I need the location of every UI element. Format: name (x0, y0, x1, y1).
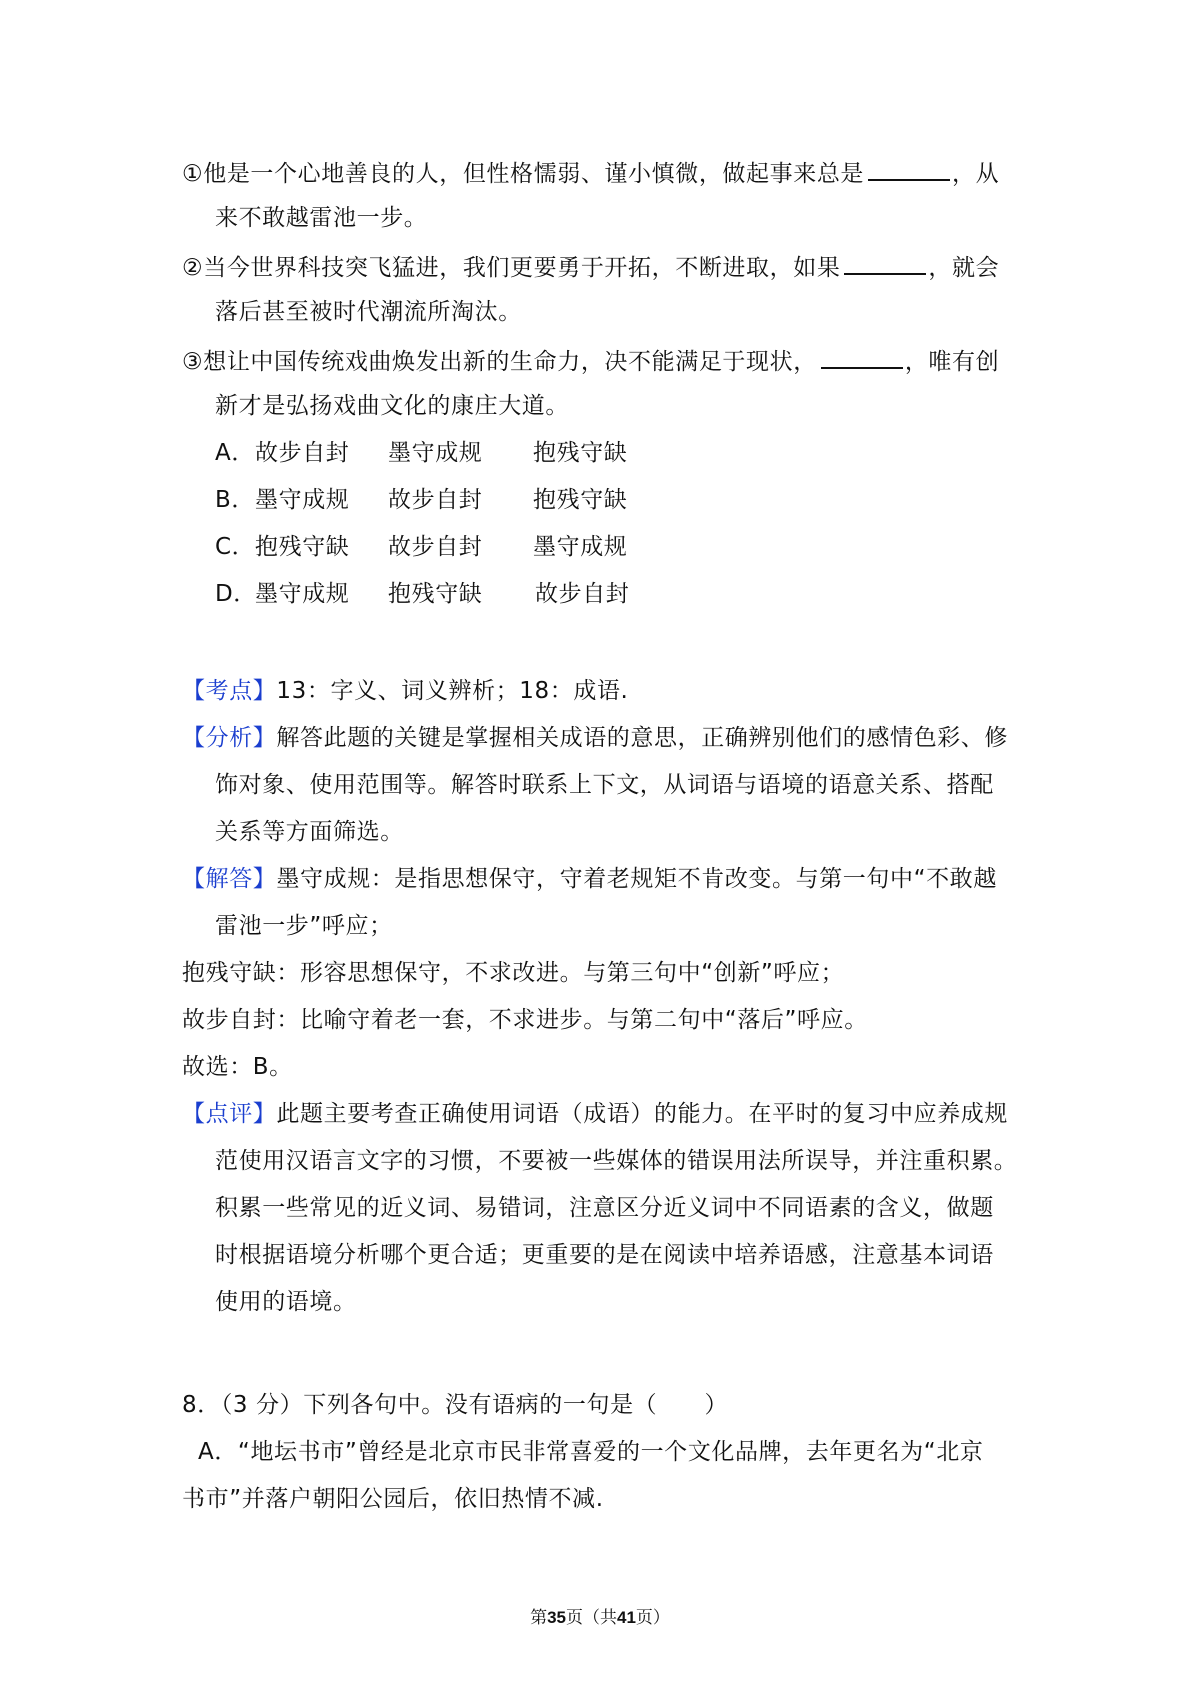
q7-sentence-3-line-1: ③想让中国传统戏曲焕发出新的生命力，决不能满足于现状， ，唯有创 (182, 343, 999, 378)
q8-option-a-line-1: A．“地坛书市”曾经是北京市民非常喜爱的一个文化品牌，去年更名为“北京 (198, 1439, 984, 1465)
dianping-line-4: 时根据语境分析哪个更合适；更重要的是在阅读中培养语感，注意基本词语 (215, 1242, 994, 1268)
q8-option-a-line-2: 书市”并落户朝阳公园后，依旧热情不减. (182, 1486, 604, 1512)
q7-option-d: D．墨守成规 抱残守缺 故步自封 (215, 581, 630, 607)
fenxi-line-1: 【分析】解答此题的关键是掌握相关成语的意思，正确辨别他们的感情色彩、修 (182, 725, 1009, 751)
page-footer: 第35页（共41页） (530, 1608, 670, 1628)
total-pages: 41 (617, 1608, 636, 1627)
jieda-line-5: 故选：B。 (182, 1054, 293, 1080)
q7-option-a: A．故步自封 墨守成规 抱残守缺 (215, 440, 628, 466)
q7-sentence-2-line-2: 落后甚至被时代潮流所淘汰。 (215, 299, 522, 325)
dianping-line-3: 积累一些常见的近义词、易错词，注意区分近义词中不同语素的含义，做题 (215, 1195, 994, 1221)
q7-sentence-2-line-1: ②当今世界科技突飞猛进，我们更要勇于开拓，不断进取，如果 ，就会 (182, 249, 999, 284)
answer-blank (844, 249, 926, 275)
fenxi-line-2: 饰对象、使用范围等。解答时联系上下文，从词语与语境的语意关系、搭配 (215, 772, 994, 798)
fenxi-line-3: 关系等方面筛选。 (215, 819, 404, 845)
dianping-line-1: 【点评】此题主要考查正确使用词语（成语）的能力。在平时的复习中应养成规 (182, 1101, 1009, 1127)
dianping-tag: 【点评】 (182, 1101, 277, 1127)
q8-stem: 8．（3 分）下列各句中。没有语病的一句是（ ） (182, 1392, 729, 1418)
jieda-line-4: 故步自封：比喻守着老一套，不求进步。与第二句中“落后”呼应。 (182, 1007, 868, 1033)
jieda-line-3: 抱残守缺：形容思想保守，不求改进。与第三句中“创新”呼应； (182, 960, 845, 986)
kaodian-line: 【考点】13：字义、词义辨析；18：成语. (182, 678, 629, 704)
dianping-line-2: 范使用汉语言文字的习惯，不要被一些媒体的错误用法所误导，并注重积累。 (215, 1148, 1018, 1174)
q7-sentence-3-line-2: 新才是弘扬戏曲文化的康庄大道。 (215, 393, 569, 419)
q7-option-b: B．墨守成规 故步自封 抱残守缺 (215, 487, 628, 513)
answer-blank (821, 343, 903, 369)
fenxi-tag: 【分析】 (182, 725, 277, 751)
dianping-line-5: 使用的语境。 (215, 1289, 357, 1315)
q7-sentence-1-line-2: 来不敢越雷池一步。 (215, 205, 428, 231)
jieda-line-1: 【解答】墨守成规：是指思想保守，守着老规矩不肯改变。与第一句中“不敢越 (182, 866, 997, 892)
kaodian-tag: 【考点】 (182, 678, 277, 704)
current-page-number: 35 (547, 1608, 566, 1627)
jieda-tag: 【解答】 (182, 866, 277, 892)
q7-sentence-1-line-1: ①他是一个心地善良的人，但性格懦弱、谨小慎微，做起事来总是 ，从 (182, 155, 999, 190)
q7-option-c: C．抱残守缺 故步自封 墨守成规 (215, 534, 628, 560)
jieda-line-2: 雷池一步”呼应； (215, 913, 393, 939)
answer-blank (868, 155, 950, 181)
